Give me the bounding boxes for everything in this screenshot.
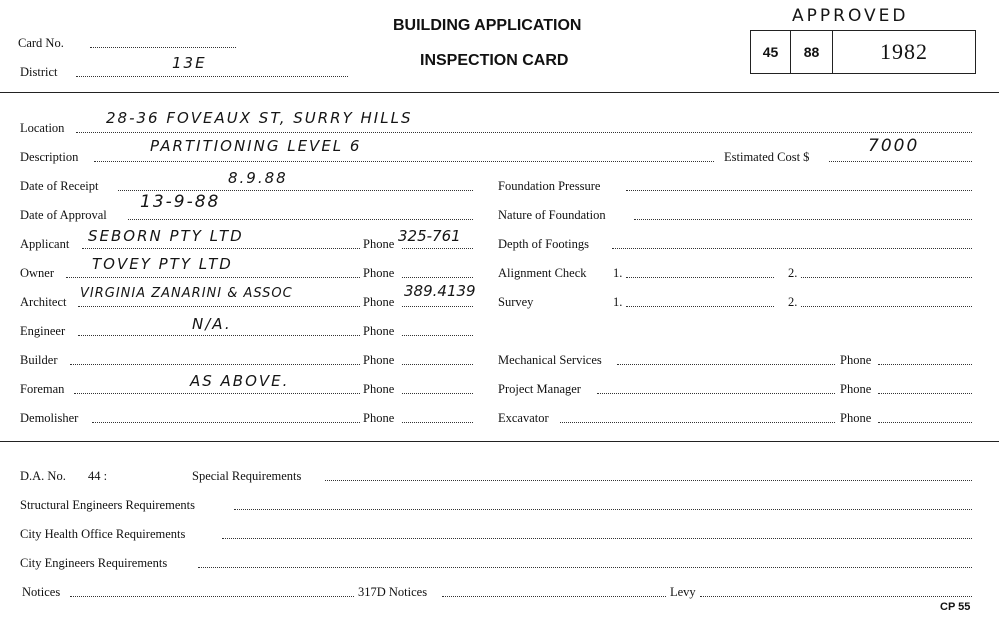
owner-label: Owner [20, 266, 55, 280]
estimated-cost-value: 7000 [868, 136, 920, 156]
date-receipt-label: Date of Receipt [20, 179, 99, 193]
foreman-field[interactable] [74, 393, 360, 394]
notices-317d-label: 317D Notices [358, 585, 428, 599]
foreman-phone-field[interactable] [402, 393, 473, 394]
excavator-phone-field[interactable] [878, 422, 972, 423]
foreman-value: AS ABOVE. [190, 372, 290, 390]
owner-field[interactable] [66, 277, 360, 278]
demolisher-field[interactable] [92, 422, 360, 423]
survey-num2: 2. [788, 295, 798, 309]
engineer-phone-field[interactable] [402, 335, 473, 336]
engineer-value: N/A. [192, 315, 232, 333]
levy-field[interactable] [700, 596, 972, 597]
project-manager-label: Project Manager [498, 382, 581, 396]
owner-value: TOVEY PTY LTD [92, 255, 233, 273]
location-value: 28-36 FOVEAUX ST, SURRY HILLS [106, 109, 413, 127]
card-no-field[interactable] [90, 47, 236, 48]
foundation-pressure-field[interactable] [626, 190, 972, 191]
health-label: City Health Office Requirements [20, 527, 186, 541]
applicant-field[interactable] [82, 248, 360, 249]
depth-footings-field[interactable] [612, 248, 972, 249]
alignment-field-1[interactable] [626, 277, 774, 278]
survey-field-1[interactable] [626, 306, 774, 307]
estimated-cost-field[interactable] [829, 161, 972, 162]
mechanical-field[interactable] [617, 364, 835, 365]
divider-middle [0, 441, 999, 442]
project-manager-phone-label: Phone [840, 382, 872, 396]
estimated-cost-label: Estimated Cost $ [724, 150, 810, 164]
alignment-field-2[interactable] [801, 277, 972, 278]
form-code: CP 55 [940, 601, 971, 613]
special-req-label: Special Requirements [192, 469, 302, 483]
mechanical-label: Mechanical Services [498, 353, 602, 367]
architect-phone-field[interactable] [402, 306, 473, 307]
depth-footings-label: Depth of Footings [498, 237, 589, 251]
project-manager-field[interactable] [597, 393, 835, 394]
applicant-phone-label: Phone [363, 237, 395, 251]
title-line1: BUILDING APPLICATION [393, 17, 582, 34]
excavator-phone-label: Phone [840, 411, 872, 425]
district-field[interactable] [76, 76, 348, 77]
notices-field[interactable] [70, 596, 354, 597]
mechanical-phone-label: Phone [840, 353, 872, 367]
city-eng-field[interactable] [198, 567, 972, 568]
notices-label: Notices [22, 585, 61, 599]
city-eng-label: City Engineers Requirements [20, 556, 168, 570]
nature-foundation-label: Nature of Foundation [498, 208, 606, 222]
da-no-value: 44 : [88, 469, 108, 483]
architect-field[interactable] [78, 306, 360, 307]
demolisher-phone-field[interactable] [402, 422, 473, 423]
alignment-num1: 1. [613, 266, 623, 280]
architect-phone-label: Phone [363, 295, 395, 309]
structural-field[interactable] [234, 509, 972, 510]
approved-stamp: APPROVED [792, 6, 909, 26]
card-number-box [750, 30, 976, 74]
applicant-value: SEBORN PTY LTD [88, 227, 244, 245]
date-approval-field[interactable] [128, 219, 473, 220]
location-field[interactable] [76, 132, 972, 133]
health-field[interactable] [222, 538, 972, 539]
district-value: 13E [172, 54, 207, 72]
excavator-label: Excavator [498, 411, 549, 425]
owner-phone-field[interactable] [402, 277, 473, 278]
applicant-phone-field[interactable] [402, 248, 473, 249]
notices-317d-field[interactable] [442, 596, 666, 597]
levy-label: Levy [670, 585, 696, 599]
date-approval-label: Date of Approval [20, 208, 107, 222]
description-field[interactable] [94, 161, 714, 162]
survey-label: Survey [498, 295, 534, 309]
builder-phone-label: Phone [363, 353, 395, 367]
architect-value: VIRGINIA ZANARINI & ASSOC [80, 286, 293, 301]
architect-phone-value: 389.4139 [404, 282, 476, 300]
engineer-label: Engineer [20, 324, 66, 338]
engineer-field[interactable] [78, 335, 360, 336]
foreman-label: Foreman [20, 382, 65, 396]
demolisher-label: Demolisher [20, 411, 79, 425]
builder-field[interactable] [70, 364, 360, 365]
special-req-field[interactable] [325, 480, 972, 481]
engineer-phone-label: Phone [363, 324, 395, 338]
card-no-label: Card No. [18, 36, 64, 50]
alignment-check-label: Alignment Check [498, 266, 587, 280]
survey-num1: 1. [613, 295, 623, 309]
foreman-phone-label: Phone [363, 382, 395, 396]
demolisher-phone-label: Phone [363, 411, 395, 425]
date-approval-value: 13-9-88 [140, 192, 221, 212]
box-cell-1: 45 [751, 31, 791, 73]
excavator-field[interactable] [560, 422, 835, 423]
builder-label: Builder [20, 353, 58, 367]
location-label: Location [20, 121, 65, 135]
project-manager-phone-field[interactable] [878, 393, 972, 394]
mechanical-phone-field[interactable] [878, 364, 972, 365]
applicant-phone-value: 325-761 [398, 227, 461, 245]
survey-field-2[interactable] [801, 306, 972, 307]
box-cell-2: 88 [791, 31, 833, 73]
foundation-pressure-label: Foundation Pressure [498, 179, 601, 193]
builder-phone-field[interactable] [402, 364, 473, 365]
divider-top [0, 92, 999, 93]
owner-phone-label: Phone [363, 266, 395, 280]
structural-label: Structural Engineers Requirements [20, 498, 195, 512]
architect-label: Architect [20, 295, 67, 309]
district-label: District [20, 65, 58, 79]
description-label: Description [20, 150, 79, 164]
date-receipt-field[interactable] [118, 190, 473, 191]
alignment-num2: 2. [788, 266, 798, 280]
title-line2: INSPECTION CARD [420, 52, 569, 69]
da-no-label: D.A. No. [20, 469, 66, 483]
description-value: PARTITIONING LEVEL 6 [150, 137, 362, 155]
applicant-label: Applicant [20, 237, 70, 251]
box-year: 1982 [880, 39, 928, 64]
date-receipt-value: 8.9.88 [228, 169, 288, 187]
nature-foundation-field[interactable] [634, 219, 972, 220]
